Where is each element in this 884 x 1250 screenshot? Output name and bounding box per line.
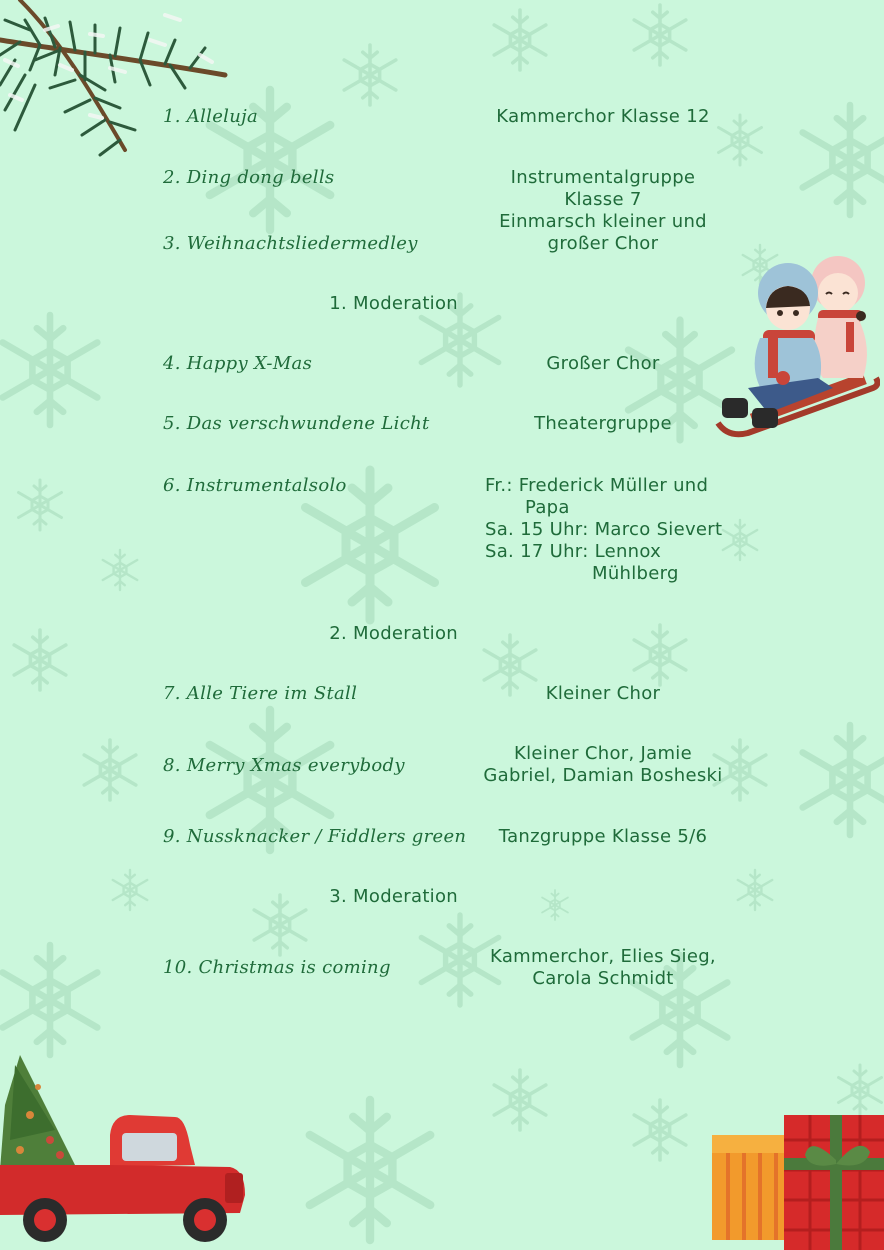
moderation-2: 2. Moderation (329, 623, 458, 644)
program-item-9-performer: Tanzgruppe Klasse 5/6 (498, 826, 708, 847)
moderation-1: 1. Moderation (329, 293, 458, 314)
snowflake-icon (839, 1065, 882, 1115)
snowflake-icon (634, 1100, 686, 1160)
snowflake-icon (494, 10, 546, 70)
snowflake-icon (113, 870, 147, 910)
snowflake-icon (14, 630, 66, 690)
children-sled-icon (708, 238, 880, 448)
snowflake-icon (723, 520, 757, 560)
snowflake-icon (803, 725, 884, 835)
program-item-4-title: 4. Happy X-Mas (163, 353, 313, 374)
snowflake-icon (494, 1070, 546, 1130)
moderation-3: 3. Moderation (329, 886, 458, 907)
program-item-6-title: 6. Instrumentalsolo (163, 475, 347, 496)
program-item-5-title: 5. Das verschwundene Licht (163, 413, 430, 434)
snowflake-icon (84, 740, 136, 800)
program-item-8-title: 8. Merry Xmas everybody (163, 755, 405, 776)
program-item-10-performer: Kammerchor, Elies Sieg, Carola Schmidt (490, 946, 716, 989)
program-item-4-performer: Großer Chor (546, 353, 660, 374)
snowflake-icon (634, 5, 686, 65)
program-item-9-title: 9. Nussknacker / Fiddlers green (163, 826, 467, 847)
program-item-3-performer: Einmarsch kleiner und großer Chor (499, 211, 707, 254)
snowflake-icon (3, 315, 98, 425)
program-item-1-performer: Kammerchor Klasse 12 (496, 106, 710, 127)
gift-boxes-icon (710, 1110, 884, 1250)
program-item-2-title: 2. Ding dong bells (163, 167, 335, 188)
snowflake-icon (634, 625, 686, 685)
program-item-7-title: 7. Alle Tiere im Stall (163, 683, 358, 704)
snowflake-icon (19, 480, 62, 530)
snowflake-icon (542, 890, 568, 920)
program-item-10-title: 10. Christmas is coming (163, 957, 391, 978)
snowflake-icon (310, 1100, 430, 1240)
snowflake-icon (3, 945, 98, 1055)
program-item-1-title: 1. Alleluja (163, 106, 259, 127)
program-item-6-performer: Fr.: Frederick Müller und Papa Sa. 15 Uhr: Marco Sievert Sa. 17 Uhr: Lennox Mühlberg (485, 475, 723, 584)
program-item-2-performer: Instrumentalgruppe Klasse 7 (510, 167, 696, 210)
snowflake-icon (803, 105, 884, 215)
snowflake-icon (738, 870, 772, 910)
red-truck-tree-icon (0, 1045, 250, 1250)
pine-branch-icon (0, 0, 235, 165)
program-item-5-performer: Theatergruppe (534, 413, 672, 434)
program-item-7-performer: Kleiner Chor (545, 683, 661, 704)
program-item-8-performer: Kleiner Chor, Jamie Gabriel, Damian Bosheski (483, 743, 723, 786)
snowflake-icon (103, 550, 137, 590)
snowflake-icon (344, 45, 396, 105)
program-item-3-title: 3. Weihnachtsliedermedley (163, 233, 418, 254)
